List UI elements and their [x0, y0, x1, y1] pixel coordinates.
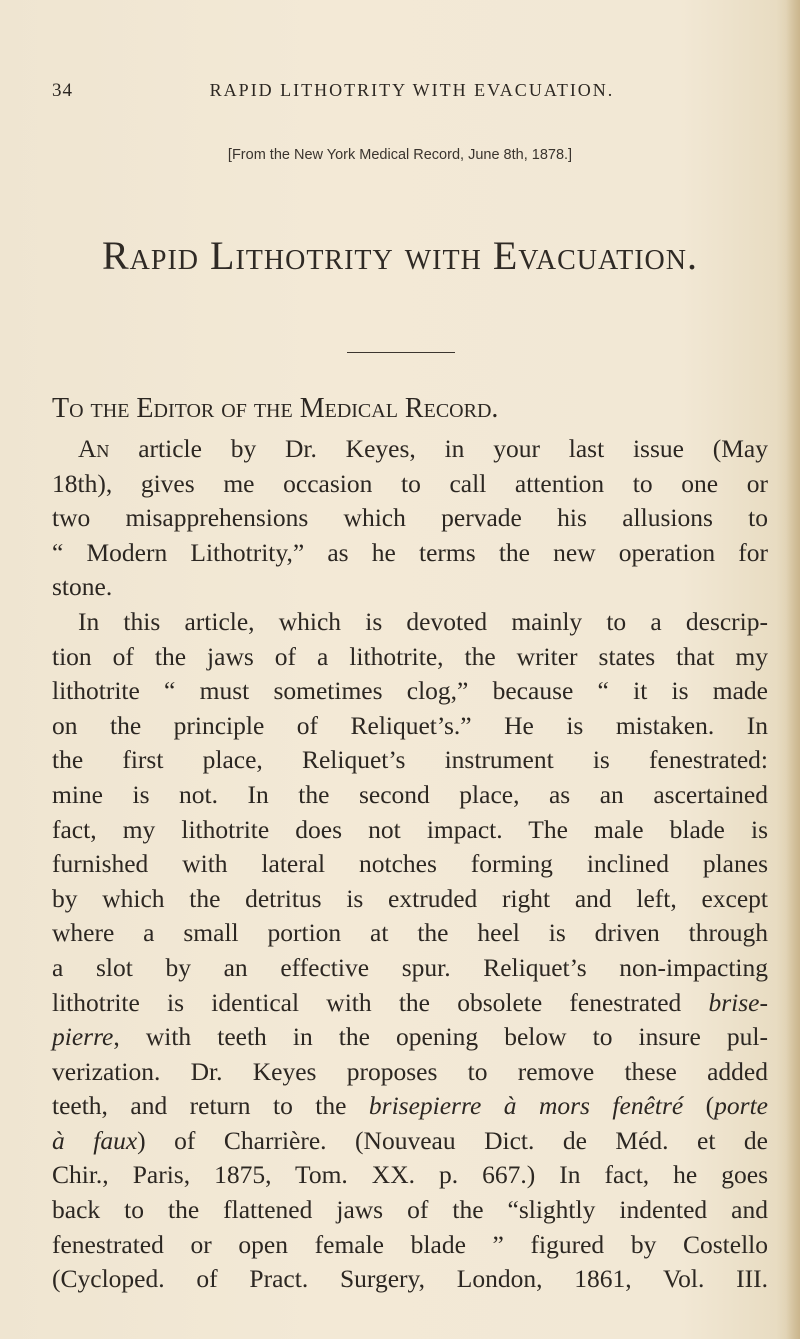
paragraph-2: [52, 605, 768, 640]
text-line: where a small portion at the heel is driven through: [52, 918, 768, 948]
page-edge-shadow: [786, 0, 800, 1339]
article-body: [52, 432, 768, 1297]
paragraph-2-cont: [52, 640, 768, 1297]
text-line: verization. Dr. Keyes proposes to remove these added: [52, 1056, 768, 1086]
text-line: on the principle of Reliquet’s.” He is mistaken. In: [52, 710, 768, 740]
article-title: Rapid Lithotrity with Evacuation.: [102, 233, 698, 278]
text-line: pierre, with teeth in the opening below to insure pul-: [52, 1022, 768, 1052]
source-note: [From the New York Medical Record, June 8th, 1878.]: [227, 147, 573, 163]
text-line: by which the detritus is extruded right and left, except: [52, 883, 768, 913]
text-line: Chir., Paris, 1875, Tom. XX. p. 667.) In fact, he goes: [52, 1160, 768, 1190]
title-divider: [347, 352, 455, 353]
text-line: fenestrated or open female blade ” figured by Costello: [52, 1229, 768, 1259]
page-number: 34: [52, 80, 73, 101]
text-line: fact, my lithotrite does not impact. The male blade is: [52, 814, 768, 844]
text-line: 18th), gives me occasion to call attention to one or: [52, 468, 768, 498]
running-title: RAPID LITHOTRITY WITH EVACUATION.: [209, 80, 615, 100]
salutation: To the Editor of the Medical Record.: [52, 393, 499, 424]
running-head: [52, 80, 772, 110]
text-line: lithotrite “ must sometimes clog,” because “ it is made: [52, 676, 768, 706]
text-line: (Cycloped. of Pract. Surgery, London, 1861, Vol. III.: [52, 1264, 768, 1294]
text-line: back to the flattened jaws of the “slightly indented and: [52, 1195, 768, 1225]
text-line: stone.: [52, 572, 113, 602]
text-line: à faux) of Charrière. (Nouveau Dict. de Méd. et de: [52, 1125, 768, 1155]
text-line: “ Modern Lithotrity,” as he terms the new operation for: [52, 537, 768, 567]
lead-word: An: [78, 434, 110, 463]
text-line: a slot by an effective spur. Reliquet’s non-impacting: [52, 952, 768, 982]
text-line: furnished with lateral notches forming inclined planes: [52, 849, 768, 879]
text-line: two misapprehensions which pervade his allusions to: [52, 503, 768, 533]
text-line: lithotrite is identical with the obsolete fenestrated brise-: [52, 987, 768, 1017]
text-line: In this article, which is devoted mainly to a descrip-: [78, 606, 768, 636]
text-line: mine is not. In the second place, as an ascertained: [52, 779, 768, 809]
paragraph-1: [52, 432, 768, 467]
text-line: the first place, Reliquet’s instrument is fenestrated:: [52, 745, 768, 775]
text-line: tion of the jaws of a lithotrite, the writer states that my: [52, 641, 768, 671]
text-line: An article by Dr. Keyes, in your last issue (May: [78, 434, 768, 463]
paragraph-1-cont: [52, 467, 768, 605]
text-line: teeth, and return to the brisepierre à mors fenêtré (porte: [52, 1091, 768, 1121]
